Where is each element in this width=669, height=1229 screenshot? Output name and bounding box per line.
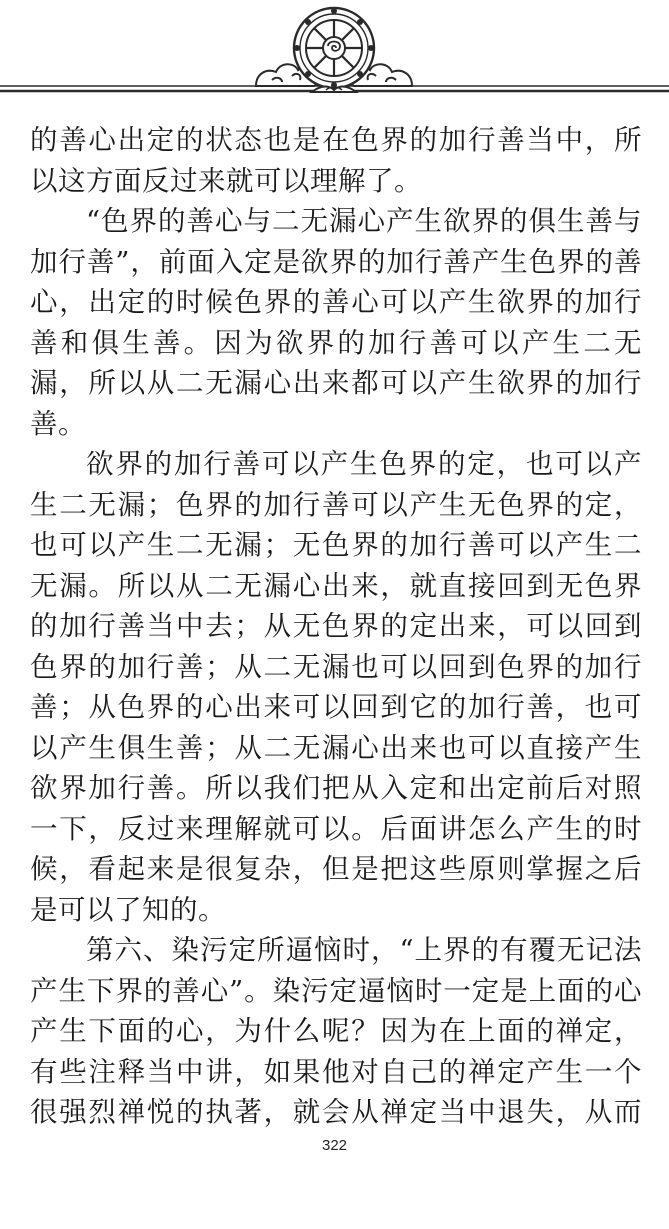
page-number: 322	[321, 1137, 348, 1154]
paragraph-2: “色界的善心与二无漏心产生欲界的俱生善与加行善”，前面入定是欲界的加行善产生色界的善心，出定的时候色界的善心可以产生欲界的加行善和俱生善。因为欲界的加行善可以产生二无漏，所以从二无漏心出来都可以产生欲界的加行善。	[30, 205, 642, 440]
paragraph-4: 第六、染污定所逼恼时，“上界的有覆无记法产生下界的善心”。染污定逼恼时一定是上面的心产生下面的心，为什么呢？因为在上面的禅定，有些注释当中讲，如果他对自己的禅定产生一个很强烈禅悦的执著，就会从禅定当中退失，从而	[30, 934, 642, 1128]
paragraph-1: 的善心出定的状态也是在色界的加行善当中，所以这方面反过来就可以理解了。	[30, 124, 642, 197]
paragraph-3: 欲界的加行善可以产生色界的定，也可以产生二无漏；色界的加行善可以产生无色界的定，也可以产生二无漏；无色界的加行善可以产生二无漏。所以从二无漏心出来，就直接回到无色界的加行善当中去；从无色界的定出来，可以回到色界的加行善；从二无漏也可以回到色界的加行善；从色界的心出来可以回到它的加行善，也可以产生俱生善；从二无漏心出来也可以直接产生欲界加行善。所以我们把从入定和出定前后对照一下，反过来理解就可以。后面讲怎么产生的时候，看起来是很复杂，但是把这些原则掌握之后是可以了知的。	[30, 448, 642, 926]
header-ornament	[0, 0, 669, 115]
text-body	[30, 120, 642, 1130]
